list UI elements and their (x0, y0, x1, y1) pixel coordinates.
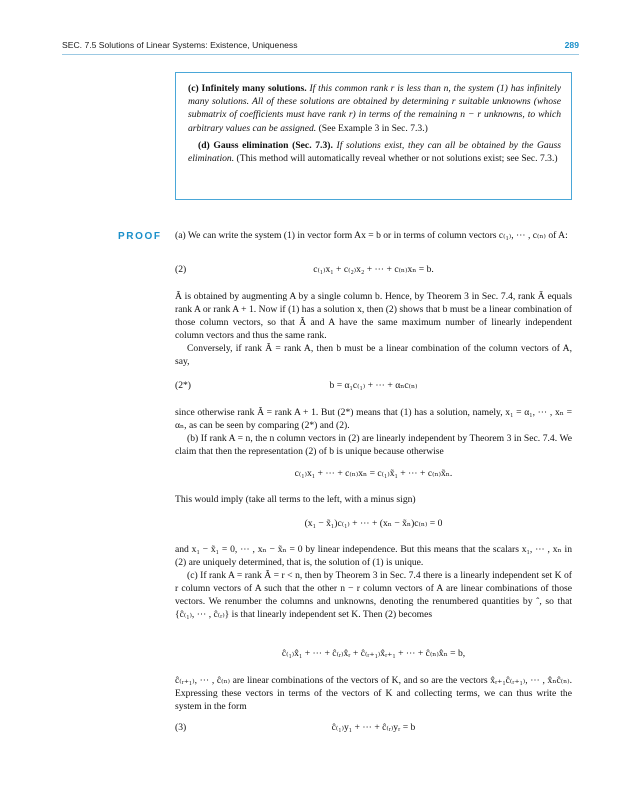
equation-uniqueness (175, 468, 572, 482)
equation-difference-formula: (x₁ − x̃₁)c₍₁₎ + ⋯ + (xₙ − x̃ₙ)c₍ₙ₎ = 0 (304, 518, 443, 529)
paragraph-would-imply: This would imply (take all terms to the left, with a minus sign) (175, 494, 416, 505)
paragraph-conversely: Conversely, if rank Ã = rank A, then b must be a linear combination of the column vectors of A, say, (175, 343, 572, 368)
proof-part-b (175, 406, 572, 458)
equation-2-number: (2) (175, 264, 187, 275)
case-d-tail: (This method will automatically reveal whether or not solutions exist; see Sec. 7.3.) (234, 153, 558, 165)
proof-part-c (175, 543, 572, 622)
section-title: SEC. 7.5 Solutions of Linear Systems: Existence, Uniqueness (62, 40, 298, 50)
equation-2-formula: c₍₁₎x₁ + c₍₂₎x₂ + ⋯ + c₍ₙ₎xₙ = b. (313, 264, 434, 275)
paragraph-part-b: (b) If rank A = n, the n column vectors in (2) are linearly independent by Theorem 3 in Sec. 7.4. We claim that then the representation (2) of b is unique because otherwise (175, 433, 572, 458)
equation-uniqueness-formula: c₍₁₎x₁ + ⋯ + c₍ₙ₎xₙ = c₍₁₎x̃₁ + ⋯ + c₍ₙ₎x̃ₙ. (294, 468, 453, 479)
equation-2 (175, 264, 572, 278)
equation-renumbered-formula: ĉ₍₁₎x̂₁ + ⋯ + ĉ₍ᵣ₎x̂ᵣ + ĉ₍ᵣ₊₁₎x̂ᵣ₊₁ + ⋯ + ĉ₍ₙ₎x̂ₙ = b, (281, 648, 466, 659)
paragraph-linear-independence: and x₁ − x̃₁ = 0, ⋯ , xₙ − x̃ₙ = 0 by linear independence. But this means that the scalars x₁, ⋯ , xₙ in (2) are uniquely determined, that is, the solution of (1) is unique. (175, 544, 572, 569)
running-head (62, 40, 579, 54)
equation-difference (175, 518, 572, 532)
proof-label: PROOF (118, 231, 162, 242)
proof-part-a-body (175, 290, 572, 369)
equation-3-formula: ĉ₍₁₎y₁ + ⋯ + ĉ₍ᵣ₎yᵣ = b (331, 722, 416, 733)
paragraph-linear-combinations: ĉ₍ᵣ₊₁₎, ⋯ , ĉ₍ₙ₎ are linear combinations of the vectors of K, and so are the vectors x̂ᵣ₊₁ĉ₍ᵣ₊₁₎, ⋯ , x̂ₙĉ₍ₙ₎. Expressing these vectors in terms of the vectors of K and collecting terms, we can thus write the system in the form (175, 675, 572, 713)
paragraph-since-otherwise: since otherwise rank Ã = rank A + 1. But (2*) means that (1) has a solution, namely, x₁ = α₁, ⋯ , xₙ = αₙ, as can be seen by comparing (2*) and (2). (175, 407, 572, 432)
case-d-paragraph (188, 139, 561, 165)
paragraph-augmented: Ã is obtained by augmenting A by a single column b. Hence, by Theorem 3 in Sec. 7.4, rank Ã equals rank A or rank A + 1. Now if (1) has a solution x, then (2) shows that b must be a linear combination of those column vectors, so that Ã and A have the same maximum number of linearly independent column vectors and thus the same rank. (175, 291, 572, 342)
equation-renumbered (175, 648, 572, 662)
paragraph-part-c: (c) If rank A = rank Ã = r < n, then by Theorem 3 in Sec. 7.4 there is a linearly independent set K of r column vectors of A such that the other n − r column vectors of A are linear combinations of those vectors. We renumber the columns and unknowns, denoting the renumbered quantities by ˆ, so that {ĉ₍₁₎, ⋯ , ĉ₍ᵣ₎} is that linearly independent set K. Then (2) becomes (175, 570, 572, 621)
equation-2-star (175, 380, 572, 394)
header-rule (62, 54, 579, 55)
proof-part-a-intro: (a) We can write the system (1) in vector form Ax = b or in terms of column vectors c₍₁₎, ⋯ , c₍ₙ₎ of A: (175, 230, 568, 241)
case-c-paragraph (188, 82, 561, 135)
equation-3 (175, 722, 572, 736)
case-c-tail: (See Example 3 in Sec. 7.3.) (316, 122, 428, 134)
theorem-box (175, 72, 572, 200)
equation-3-number: (3) (175, 722, 187, 733)
equation-2-star-number: (2*) (175, 380, 191, 391)
case-d-text: If solutions exist, they can all be obtained by the Gauss elimination. (188, 139, 561, 165)
case-c-text: If this common rank r is less than n, the system (1) has infinitely many solutions. All of these solutions are obtained by determining r suitable unknowns (whose submatrix of coefficients must have rank r) in terms of the remaining n − r unknowns, to which arbitrary values can be assigned. (188, 83, 561, 134)
case-c-heading: (c) Infinitely many solutions. (188, 83, 307, 94)
equation-2-star-formula: b = α₁c₍₁₎ + ⋯ + αₙc₍ₙ₎ (329, 380, 418, 391)
case-d-heading: (d) Gauss elimination (Sec. 7.3). (198, 139, 333, 151)
page-number: 289 (564, 40, 579, 50)
